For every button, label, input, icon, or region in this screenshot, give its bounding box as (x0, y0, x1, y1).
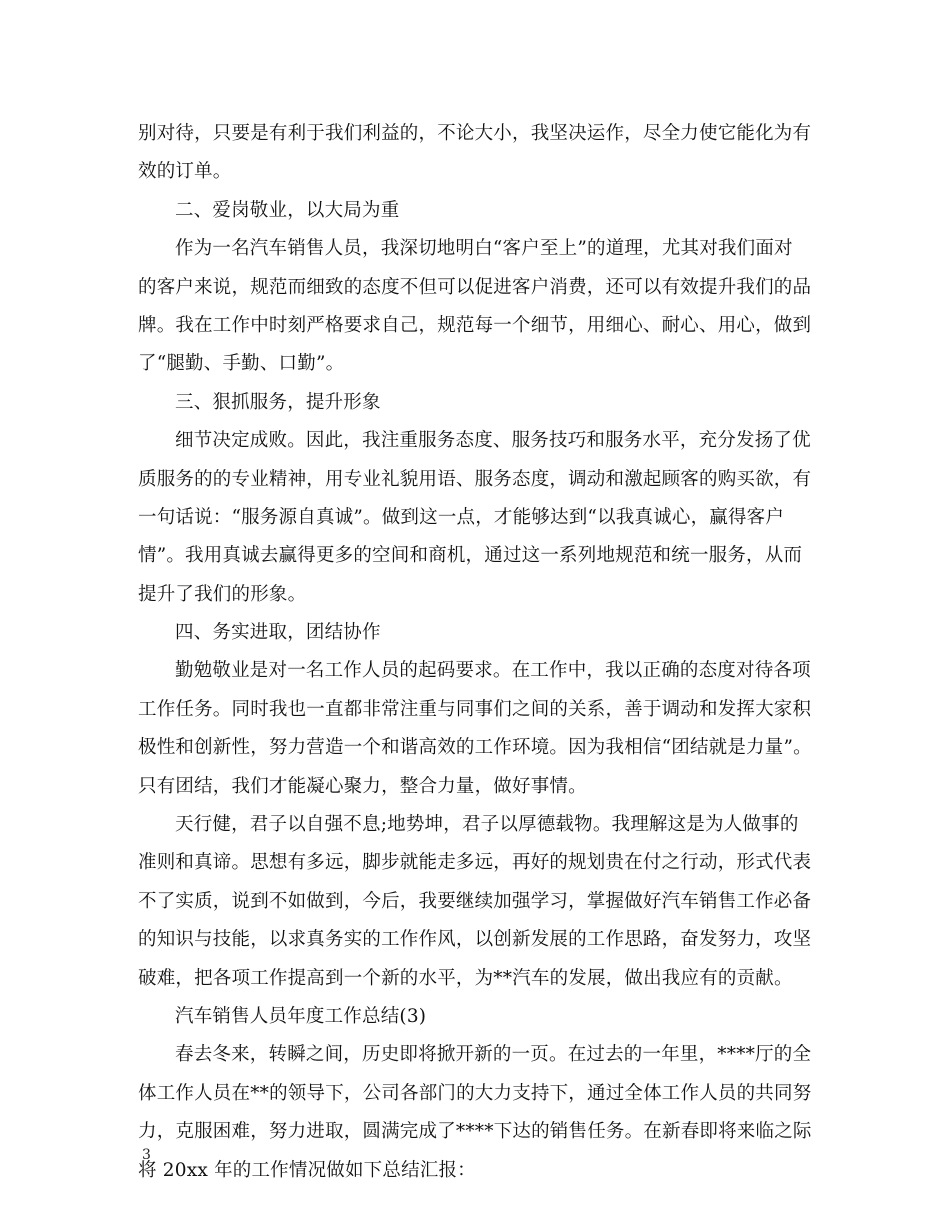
body-text-line: 破难，把各项工作提高到一个新的水平，为**汽车的发展，做出我应有的贡献。 (138, 967, 793, 989)
document-subtitle: 汽车销售人员年度工作总结(3) (175, 1005, 427, 1027)
body-text-line: 勤勉敬业是对一名工作人员的起码要求。在工作中，我以正确的态度对待各项 (175, 660, 811, 682)
body-text-line: 的客户来说，规范而细致的态度不但可以促进客户消费，还可以有效提升我们的品 (138, 276, 812, 298)
body-text-line: 极性和创新性，努力营造一个和谐高效的工作环境。因为我相信“团结就是力量”。 (138, 737, 812, 759)
body-text-line: 准则和真谛。思想有多远，脚步就能走多远，再好的规划贵在付之行动，形式代表 (138, 852, 812, 874)
section-heading: 二、爱岗敬业，以大局为重 (175, 199, 400, 221)
body-text-line: 只有团结，我们才能凝心聚力，整合力量，做好事情。 (138, 775, 587, 797)
body-text-line: 效的订单。 (138, 161, 232, 183)
body-text-line: 质服务的的专业精神，用专业礼貌用语、服务态度，调动和激起顾客的购买欲，有 (138, 468, 812, 490)
body-text-line: 体工作人员在**的领导下，公司各部门的大力支持下，通过全体工作人员的共同努 (138, 1082, 812, 1104)
document-body (138, 115, 822, 1190)
body-text-line: 了“腿勤、手勤、口勤”。 (138, 353, 345, 375)
body-text-line: 情”。我用真诚去赢得更多的空间和商机，通过这一系列地规范和统一服务，从而 (138, 545, 803, 567)
body-text-line: 别对待，只要是有利于我们利益的，不论大小，我坚决运作，尽全力使它能化为有 (138, 123, 812, 144)
section-heading: 三、狠抓服务，提升形象 (175, 391, 381, 413)
body-text-line: 细节决定成败。因此，我注重服务态度、服务技巧和服务水平，充分发扬了优 (175, 430, 811, 452)
body-text-line: 将 20xx 年的工作情况做如下总结汇报： (138, 1159, 476, 1181)
body-text-line: 一句话说：“服务源自真诚”。做到这一点，才能够达到“以我真诚心，赢得客户 (138, 506, 785, 528)
body-text-line: 力，克服困难，努力进取，圆满完成了****下达的销售任务。在新春即将来临之际 (138, 1121, 812, 1143)
page-number: 3 (142, 1147, 151, 1163)
body-text-line: 天行健，君子以自强不息;地势坤，君子以厚德载物。我理解这是为人做事的 (175, 814, 799, 836)
body-text-line: 的知识与技能，以求真务实的工作作风，以创新发展的工作思路，奋发努力，攻坚 (138, 929, 812, 951)
body-text-line: 提升了我们的形象。 (138, 583, 307, 605)
body-text-line: 不了实质，说到不如做到，今后，我要继续加强学习，掌握做好汽车销售工作必备 (138, 890, 812, 912)
body-text-line: 春去冬来，转瞬之间，历史即将掀开新的一页。在过去的一年里，****厅的全 (175, 1044, 812, 1066)
section-heading: 四、务实进取，团结协作 (175, 622, 381, 644)
body-text-line: 工作任务。同时我也一直都非常注重与同事们之间的关系，善于调动和发挥大家积 (138, 698, 812, 720)
body-text-line: 牌。我在工作中时刻严格要求自己，规范每一个细节，用细心、耐心、用心，做到 (138, 314, 812, 336)
body-text-line: 作为一名汽车销售人员，我深切地明白“客户至上”的道理，尤其对我们面对 (175, 238, 793, 260)
